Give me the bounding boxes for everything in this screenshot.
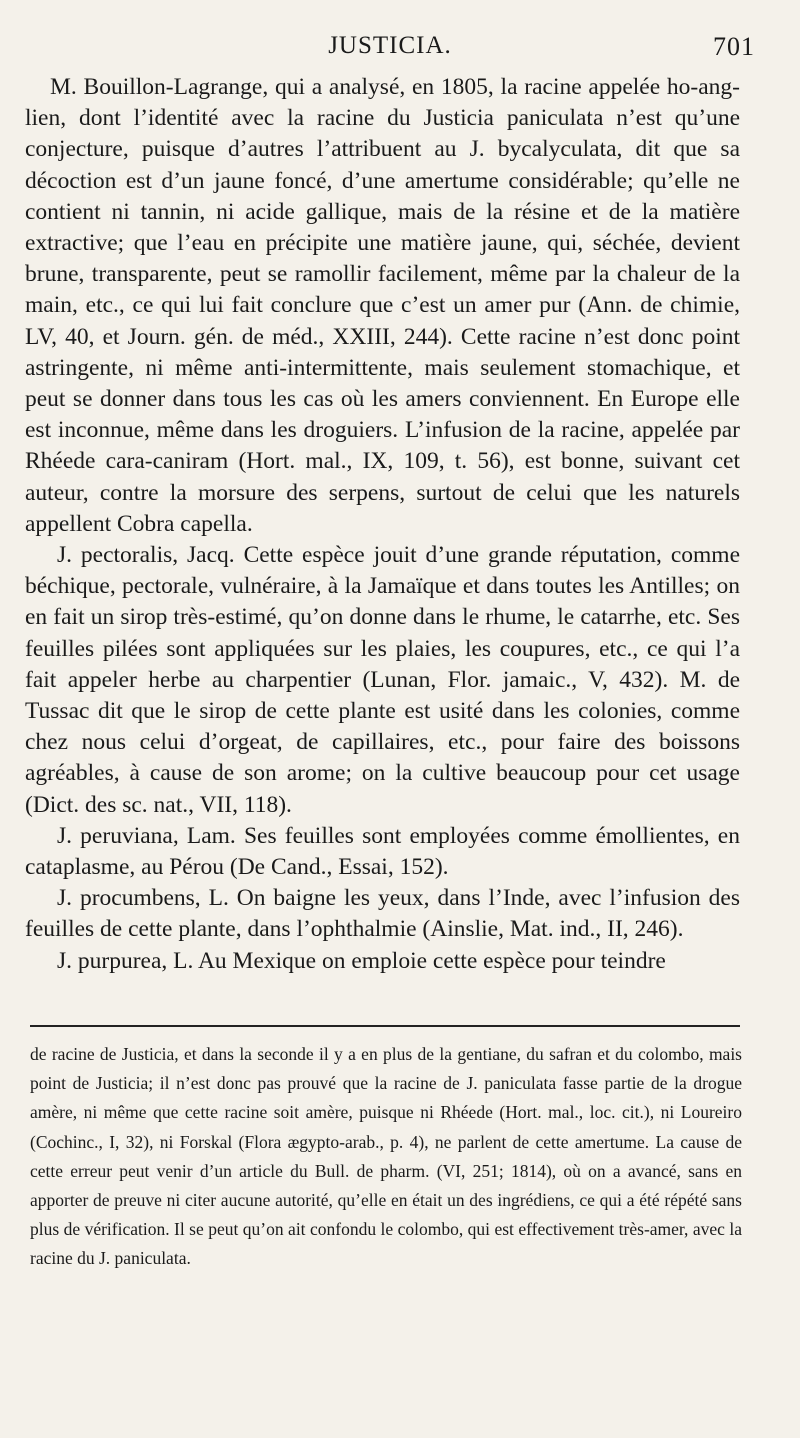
running-header [25, 32, 755, 68]
footnote-text: de racine de Justicia, et dans la seconde il y a en plus de la gentiane, du safran et du colombo, mais point de Justicia; il n’est donc pas prouvé que la racine de J. paniculata fasse partie de la drogue amère, ni même que cette racine soit amère, puisque ni Rhéede (Hort. mal., loc. cit.), ni Loureiro (Cochinc., I, 32), ni Forskal (Flora ægypto-arab., p. 4), ne parlent de cette amertume. La cause de cette erreur peut venir d’un article du Bull. de pharm. (VI, 251; 1814), où on a avancé, sans en apporter de preuve ni citer aucune autorité, qu’elle en était un des ingrédiens, ce qui a été répété sans plus de vérification. Il se peut qu’on ait confondu le colombo, qui est effectivement très-amer, avec la racine du J. paniculata. [30, 1044, 742, 1269]
running-title: JUSTICIA. [328, 32, 452, 59]
paragraph-procumbens: J. procumbens, L. On baigne les yeux, dans l’Inde, avec l’infusion des feuilles de cette plante, dans l’ophthalmie (Ainslie, Mat. ind., II, 246). [25, 885, 740, 943]
footnote-block [30, 1040, 742, 1274]
footnote-rule [30, 1025, 740, 1027]
page-number: 701 [713, 32, 755, 61]
main-text [25, 72, 740, 977]
paragraph-bouillon-lagrange: M. Bouillon-Lagrange, qui a analysé, en 1805, la racine appelée ho-ang-lien, dont l’identité avec la racine du Justicia paniculata n’est qu’une conjecture, puisque d’autres l’attribuent au J. bycalyculata, dit que sa décoction est d’un jaune foncé, d’une amertume considérable; qu’elle ne contient ni tannin, ni acide gallique, mais de la résine et de la matière extractive; que l’eau en précipite une matière jaune, qui, séchée, devient brune, transparente, peut se ramollir facilement, même par la chaleur de la main, etc., ce qui lui fait conclure que c’est un amer pur (Ann. de chimie, LV, 40, et Journ. gén. de méd., XXIII, 244). Cette racine n’est donc point astringente, ni même anti-intermittente, mais seulement stomachique, et peut se donner dans tous les cas où les amers conviennent. En Europe elle est inconnue, même dans les droguiers. L’infusion de la racine, appelée par Rhéede cara-caniram (Hort. mal., IX, 109, t. 56), est bonne, suivant cet auteur, contre la morsure des serpens, surtout de celui que les naturels appellent Cobra capella. [25, 74, 740, 537]
paragraph-peruviana: J. peruviana, Lam. Ses feuilles sont employées comme émollientes, en cataplasme, au Pérou (De Cand., Essai, 152). [25, 822, 740, 881]
paragraph-purpurea: J. purpurea, L. Au Mexique on emploie cette espèce pour teindre [57, 947, 666, 974]
paragraph-pectoralis: J. pectoralis, Jacq. Cette espèce jouit d’une grande réputation, comme béchique, pectorale, vulnéraire, à la Jamaïque et dans toutes les Antilles; on en fait un sirop très-estimé, qu’on donne dans le rhume, le catarrhe, etc. Ses feuilles pilées sont appliquées sur les plaies, les coupures, etc., ce qui l’a fait appeler herbe au charpentier (Lunan, Flor. jamaic., V, 432). M. de Tussac dit que le sirop de cette plante est usité dans les colonies, comme chez nous celui d’orgeat, de capillaires, etc., pour faire des boissons agréables, à cause de son arome; on la cultive beaucoup pour cet usage (Dict. des sc. nat., VII, 118). [25, 542, 740, 818]
